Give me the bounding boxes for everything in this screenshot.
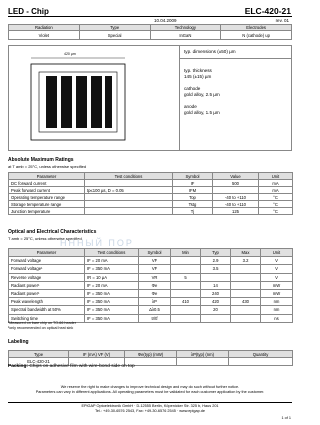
page-number: 1 of 1 [281,416,291,420]
optical-header: Unit [261,249,293,257]
table-row [9,298,293,306]
electrode-finger [61,76,72,128]
optical-cell: 2.9 [201,257,231,265]
chip-notes [180,45,292,151]
optical-table [8,248,293,323]
abs-cell: -40 to +110 [213,201,259,208]
optical-cell: 420 [201,298,231,306]
table-row [9,194,293,201]
footer-disclaimer: We reserve the right to make changes to improve technical design and may do such without further notice. [60,385,240,389]
optical-header: Min [171,249,201,257]
abs-cell: IFM [173,187,213,194]
doc-date: 10.04.2009 [154,18,177,23]
summary-header: Electrodes [221,25,292,31]
labeling-header: λP(typ) (nm) [177,351,229,358]
packing-note [8,364,135,369]
optical-cell: mW [261,281,293,289]
abs-cell: tp≤100 µs, D = 0.05 [85,187,173,194]
table-row [9,306,293,314]
notes-divider [180,58,291,59]
footer-contact: Tel.: +49-30-6576 2543, Fax: +49-30-6576 2545 · www.epigap.de [95,409,205,413]
summary-cell: N (cathode) up [221,31,292,40]
optical-cell: Reverse voltage [9,273,85,281]
optical-cell: tr/tf [139,314,171,322]
optical-cell: Forward voltage [9,257,85,265]
optical-cell: Forward voltage¹ [9,265,85,273]
summary-header: Radiation [9,25,80,31]
optical-cell [171,265,201,273]
optical-cell: λP [139,298,171,306]
table-row [9,208,293,215]
optical-cell [171,257,201,265]
abs-cell: Storage temperature range [9,201,85,208]
abs-cell [85,208,173,215]
summary-header: Technology [150,25,221,31]
abs-cell [213,187,259,194]
optical-cell: VR [139,273,171,281]
electrode-finger [91,76,102,128]
optical-cell: IF = 350 mA [85,314,139,322]
optical-cell: IF = 20 mA [85,281,139,289]
optical-cell: V [261,273,293,281]
footnote: ¹Measured on bare chip on TO-66 header [8,321,76,325]
dimensions-note: typ. dimensions (±50) µm [184,49,236,54]
summary-header: Type [79,25,150,31]
optical-cell: Φe [139,281,171,289]
labeling-header: IF (mA) VF (V) [69,351,125,358]
abs-cell: Junction temperature [9,208,85,215]
doc-revision: rev. 01 [275,18,289,23]
labeling-cell: ELC-420-21 [9,358,69,365]
abs-cell [85,201,173,208]
optical-cell: V [261,265,293,273]
abs-cell: IF [173,180,213,187]
optical-cell: Spectral bandwidth at 50% [9,306,85,314]
summary-cell: InGaN [150,31,221,40]
optical-cell: Radiant power¹ [9,289,85,297]
abs-cell: °C [259,201,293,208]
optical-cell [231,289,261,297]
abs-max-header: Test conditions [85,173,173,180]
cathode-value: gold alloy, 2.5 µm [184,92,220,97]
optical-cell: mW [261,289,293,297]
summary-table [8,24,292,40]
optical-cell: IF = 350 mA [85,289,139,297]
optical-cell: Peak wavelength [9,298,85,306]
optical-cell: IF = 20 mA [85,257,139,265]
chip-drawing [8,45,180,151]
optical-cell [201,273,231,281]
abs-cell: 500 [213,180,259,187]
optical-cell: Δλ0.5 [139,306,171,314]
electrode-finger [76,76,87,128]
optical-header: Parameter [9,249,85,257]
optical-cell: V [261,257,293,265]
footer-disclaimer: Parameters can vary in different applications. All operating parameters must be validated for each customer application by the customer. [35,390,265,394]
abs-max-header: Parameter [9,173,85,180]
optical-cell [171,289,201,297]
summary-cell: Violet [9,31,80,40]
optical-cell: 20 [201,306,231,314]
cathode-label: cathode [184,86,201,91]
footer-rule [8,402,292,403]
abs-cell: Tstg [173,201,213,208]
abs-cell: -40 to +110 [213,194,259,201]
optical-cell: 14 [201,281,231,289]
anode-value: gold alloy, 1.5 µm [184,110,220,115]
abs-max-table [8,172,293,215]
abs-cell: DC forward current [9,180,85,187]
optical-cell: IF = 350 mA [85,265,139,273]
table-row [9,265,293,273]
optical-cell [231,306,261,314]
optical-cell [231,314,261,322]
anode-label: anode [184,104,197,109]
optical-cell [171,314,201,322]
optical-cell [171,281,201,289]
labeling-cell [229,358,293,365]
optical-cell: ns [261,314,293,322]
optical-cell: 410 [171,298,201,306]
abs-cell: mA [259,180,293,187]
optical-subtitle: T amb = 25°C, unless otherwise specified [8,236,82,241]
optical-cell: IF = 350 mA [85,298,139,306]
optical-header: Typ [201,249,231,257]
optical-header: Max [231,249,261,257]
abs-cell [85,180,173,187]
optical-cell: 240 [201,289,231,297]
abs-cell: Operating temperature range [9,194,85,201]
abs-max-title: Absolute Maximum Ratings [8,157,74,163]
optical-cell: 430 [231,298,261,306]
optical-header: Test conditions [85,249,139,257]
optical-cell: 3.2 [231,257,261,265]
optical-cell: nm [261,306,293,314]
abs-cell: 125 [213,208,259,215]
table-row [9,257,293,265]
abs-cell: °C [259,194,293,201]
optical-cell [201,314,231,322]
abs-cell [85,194,173,201]
abs-max-header: Unit [259,173,293,180]
labeling-header: Φe(typ) (mW) [125,351,177,358]
optical-cell [231,273,261,281]
part-number: ELC-420-21 [244,6,291,16]
electrode-finger [105,76,112,128]
abs-max-header: Symbol [173,173,213,180]
table-row [9,201,293,208]
optical-cell [231,281,261,289]
optical-cell: 3.5 [201,265,231,273]
labeling-title: Labeling [8,339,29,345]
abs-cell: Top [173,194,213,201]
optical-cell: IF = 350 mA [85,306,139,314]
abs-max-header: Value [213,173,259,180]
optical-cell: VF [139,265,171,273]
footer-address: EPIGAP Optoelektronik GmbH · D-12555 Berlin, Köpenicker Str. 325 b, Haus 201 [81,404,219,408]
table-row [9,289,293,297]
optical-header: Symbol [139,249,171,257]
optical-cell: IR = 10 µA [85,273,139,281]
dimension-label: 420 µm [64,52,76,56]
watermark-text: НННЫЙ ПОР [60,238,134,248]
header-rule [8,16,292,17]
packing-text: Chips on adhesive film with wire-bond side on top [29,364,135,369]
optical-cell: Switching time [9,314,85,322]
optical-title: Optical and Electrical Characteristics [8,229,97,235]
abs-cell: Peak forward current [9,187,85,194]
electrode-finger [46,76,57,128]
optical-cell [231,265,261,273]
labeling-cell [177,358,229,365]
abs-cell: °C [259,208,293,215]
chip-outline-diagram [9,46,181,152]
packing-label: Packing: [8,364,28,369]
thickness-value: 145 (±15) µm [184,74,212,79]
summary-cell: Special [79,31,150,40]
table-row [9,180,293,187]
table-row [9,273,293,281]
optical-cell: Φe [139,289,171,297]
abs-cell: Tj [173,208,213,215]
footnote: ²only recommended on optical heat sink [8,326,74,330]
optical-cell: Radiant power¹ [9,281,85,289]
optical-cell: VF [139,257,171,265]
optical-cell [171,306,201,314]
table-row [9,187,293,194]
labeling-header: Quantity [229,351,293,358]
thickness-label: typ. thickness [184,68,212,73]
doc-title: LED - Chip [8,7,49,16]
labeling-header: Type [9,351,69,358]
optical-cell: 5 [171,273,201,281]
optical-cell: nm [261,298,293,306]
table-row [9,281,293,289]
abs-max-subtitle: at T amb = 25°C, unless otherwise specified [8,164,87,169]
abs-cell: mA [259,187,293,194]
